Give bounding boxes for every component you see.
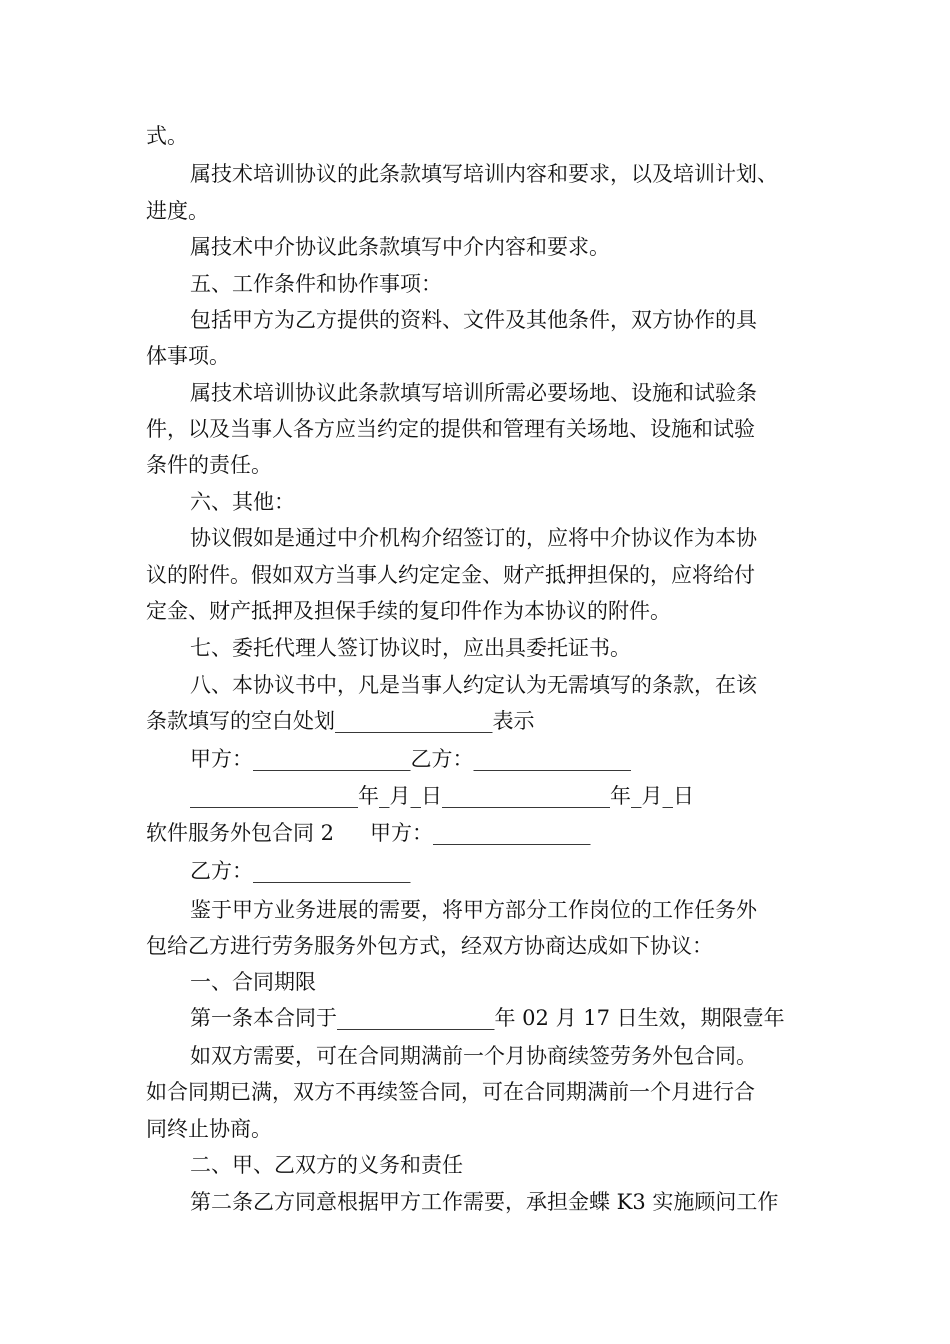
text-line: 属技术培训协议此条款填写培训所需必要场地、设施和试验条 bbox=[190, 381, 757, 405]
text-line: 式。 bbox=[146, 124, 188, 148]
party-b-field: 乙方：_______________ bbox=[190, 859, 411, 883]
section-heading: 六、其他： bbox=[190, 490, 295, 514]
text-line: 如双方需要，可在合同期满前一个月协商续签劳务外包合同。 bbox=[190, 1044, 757, 1068]
text-line: 定金、财产抵押及担保手续的复印件作为本协议的附件。 bbox=[146, 599, 671, 623]
text-line: 属技术中介协议此条款填写中介内容和要求。 bbox=[190, 235, 610, 259]
section-heading: 二、甲、乙双方的义务和责任 bbox=[190, 1153, 463, 1177]
text-line: 第二条乙方同意根据甲方工作需要，承担金蝶 K3 实施顾问工作 bbox=[190, 1190, 779, 1214]
text-line: 属技术培训协议的此条款填写培训内容和要求，以及培训计划、 bbox=[190, 162, 778, 186]
text-line: 条款填写的空白处划_______________表示 bbox=[146, 709, 535, 733]
section-heading: 七、委托代理人签订协议时，应出具委托证书。 bbox=[190, 636, 631, 660]
text-line: 第一条本合同于_______________年 02 月 17 日生效，期限壹年 bbox=[190, 1006, 785, 1030]
signature-line: 甲方：_______________乙方：_______________ bbox=[190, 747, 631, 771]
contract-title-line bbox=[146, 815, 850, 851]
text-line: 鉴于甲方业务进展的需要，将甲方部分工作岗位的工作任务外 bbox=[190, 898, 757, 922]
text-line: 议的附件。假如双方当事人约定定金、财产抵押担保的，应将给付 bbox=[146, 563, 755, 587]
text-line: 条件的责任。 bbox=[146, 453, 272, 477]
text-line: 包给乙方进行劳务服务外包方式，经双方协商达成如下协议： bbox=[146, 934, 713, 958]
text-line: 体事项。 bbox=[146, 344, 230, 368]
text-line: 同终止协商。 bbox=[146, 1117, 272, 1141]
text-line: 件，以及当事人各方应当约定的提供和管理有关场地、设施和试验 bbox=[146, 417, 755, 441]
section-heading: 一、合同期限 bbox=[190, 970, 316, 994]
text-line: 进度。 bbox=[146, 199, 209, 223]
section-heading: 八、本协议书中，凡是当事人约定认为无需填写的条款，在该 bbox=[190, 673, 757, 697]
section-heading: 五、工作条件和协作事项： bbox=[190, 272, 442, 296]
text-line: 如合同期已满，双方不再续签合同，可在合同期满前一个月进行合 bbox=[146, 1080, 755, 1104]
text-line: 包括甲方为乙方提供的资料、文件及其他条件，双方协作的具 bbox=[190, 308, 757, 332]
contract-title: 软件服务外包合同 2 bbox=[146, 821, 335, 845]
party-a-field: 甲方：_______________ bbox=[370, 821, 591, 845]
date-line: ________________年_月_日________________年_月_日 bbox=[190, 784, 694, 808]
text-line: 协议假如是通过中介机构介绍签订的，应将中介协议作为本协 bbox=[190, 526, 757, 550]
